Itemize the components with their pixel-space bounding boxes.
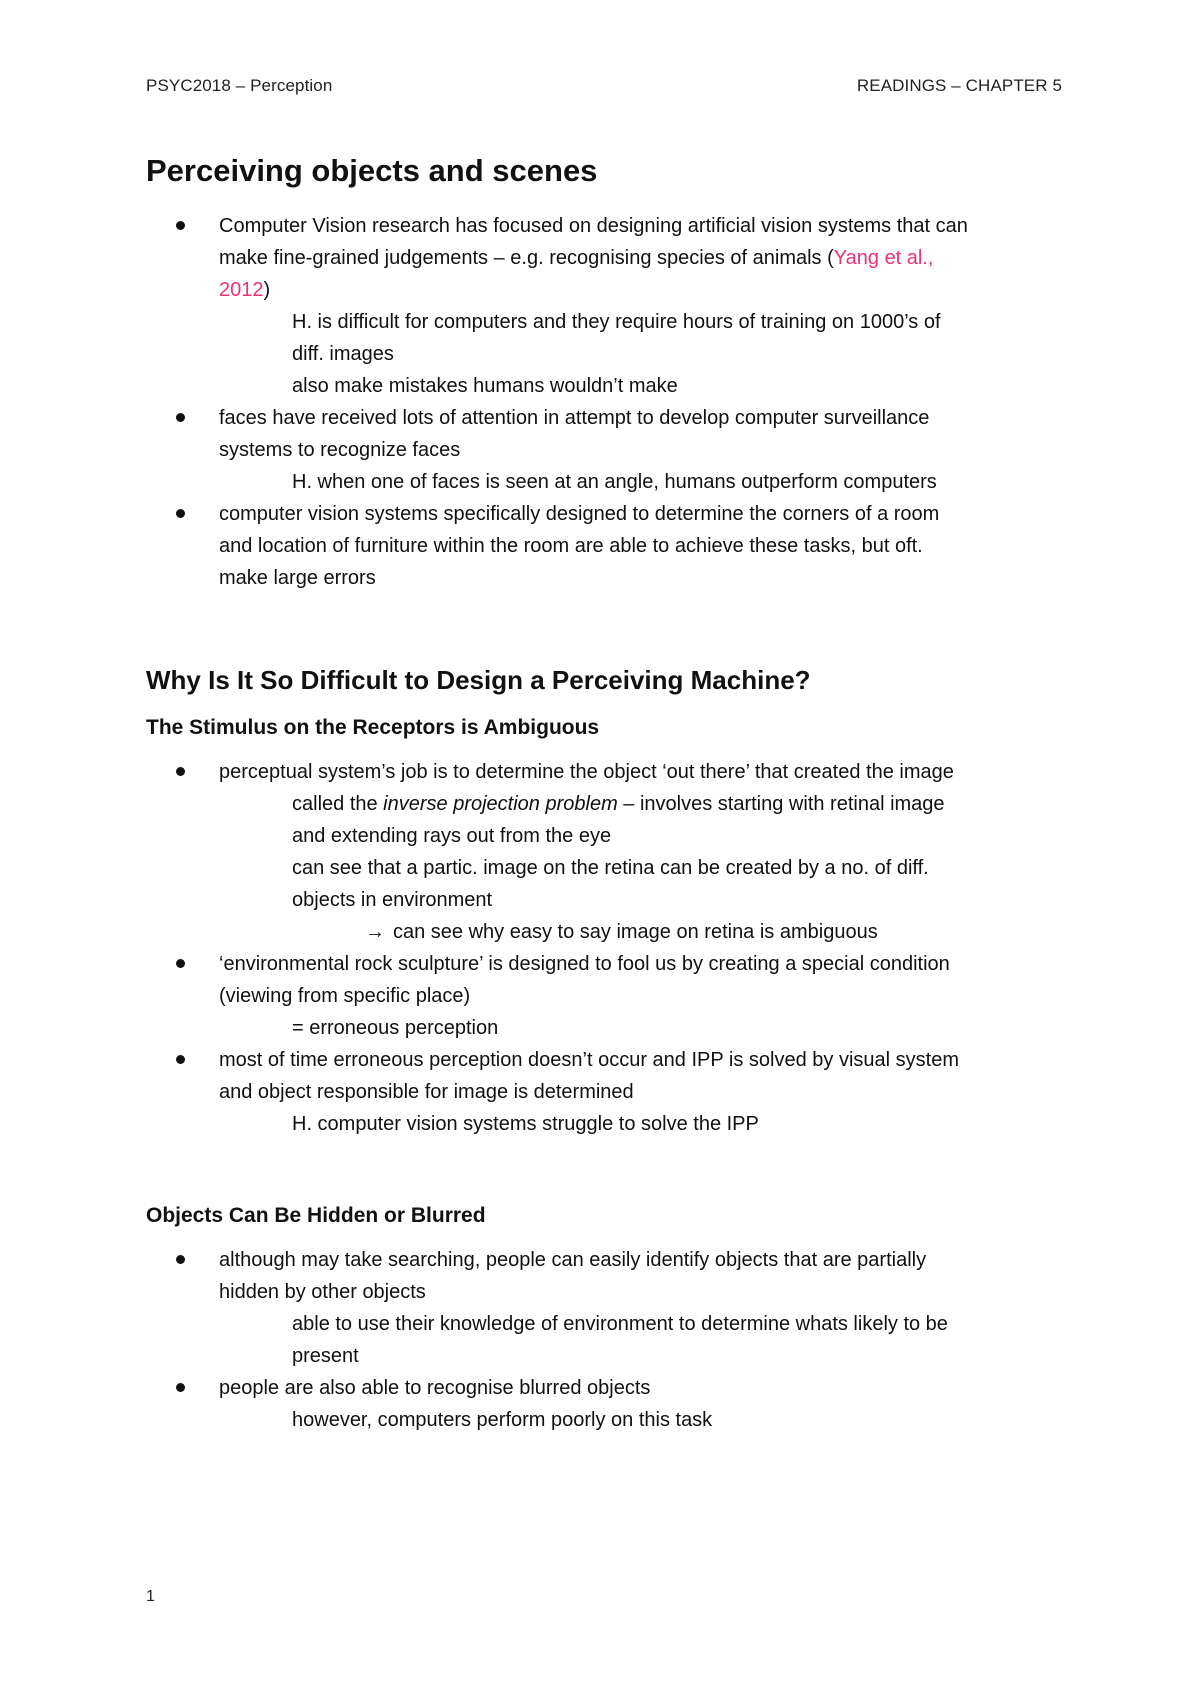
document-body [146, 146, 1066, 1436]
bullet-icon [176, 767, 185, 776]
bullet-icon [176, 959, 185, 968]
bullet-list [146, 1244, 1066, 1436]
sub-line: diff. images [292, 343, 394, 365]
spacer [146, 594, 1066, 658]
arrow-right-icon: → [365, 921, 385, 943]
citation-year[interactable]: 2012 [219, 279, 264, 301]
list-item [146, 948, 1066, 1044]
bullet-icon [176, 413, 185, 422]
sub-line: and extending rays out from the eye [292, 825, 612, 847]
text-line: although may take searching, people can easily identify objects that are partially [219, 1249, 927, 1271]
text-line: computer vision systems specifically designed to determine the corners of a room [219, 503, 940, 525]
bullet-icon [176, 1055, 185, 1064]
text-span: – involves starting with retinal image [617, 793, 945, 815]
text-line: most of time erroneous perception doesn’t occur and IPP is solved by visual system [219, 1049, 959, 1071]
header-course: PSYC2018 – Perception [146, 76, 333, 95]
bullet-list [146, 756, 1066, 1140]
section-title-perceiving: Perceiving objects and scenes [146, 153, 598, 188]
text-line: ‘environmental rock sculpture’ is designed to fool us by creating a special condition [219, 953, 950, 975]
citation-link[interactable]: Yang et al., [833, 247, 934, 269]
sub-line: able to use their knowledge of environment to determine whats likely to be [292, 1313, 948, 1335]
sub-line: H. when one of faces is seen at an angle, humans outperform computers [292, 471, 937, 493]
bullet-icon [176, 1383, 185, 1392]
subsection-title-hidden: Objects Can Be Hidden or Blurred [146, 1204, 486, 1227]
sub-line: = erroneous perception [292, 1017, 499, 1039]
sub-line: H. computer vision systems struggle to solve the IPP [292, 1113, 759, 1135]
bullet-icon [176, 509, 185, 518]
text-span: called the [292, 793, 384, 815]
list-item [146, 1372, 1066, 1436]
list-item [146, 210, 1066, 402]
bullet-icon [176, 221, 185, 230]
text-line: people are also able to recognise blurred objects [219, 1377, 651, 1399]
page-number: 1 [146, 1588, 155, 1605]
text-line: systems to recognize faces [219, 439, 461, 461]
sub-line: present [292, 1345, 359, 1367]
text-span: make fine-grained judgements – e.g. recognising species of animals ( [219, 247, 834, 269]
text-line: and object responsible for image is determined [219, 1081, 634, 1103]
list-item [146, 1044, 1066, 1140]
sub-sub-line [219, 916, 1066, 948]
bullet-icon [176, 1255, 185, 1264]
sub-line: H. is difficult for computers and they require hours of training on 1000’s of [292, 311, 941, 333]
text-line: hidden by other objects [219, 1281, 426, 1303]
bullet-list [146, 210, 1066, 594]
sub-line: however, computers perform poorly on this task [292, 1409, 713, 1431]
section-title-why-difficult: Why Is It So Difficult to Design a Perceiving Machine? [146, 665, 811, 695]
text-line: faces have received lots of attention in attempt to develop computer surveillance [219, 407, 930, 429]
text-line: (viewing from specific place) [219, 985, 471, 1007]
text-line: make large errors [219, 567, 376, 589]
spacer [146, 1140, 1066, 1198]
text-line: perceptual system’s job is to determine the object ‘out there’ that created the image [219, 761, 954, 783]
text-span: can see why easy to say image on retina is ambiguous [393, 921, 878, 943]
sub-line: also make mistakes humans wouldn’t make [292, 375, 678, 397]
term-italic: inverse projection problem [383, 793, 618, 815]
sub-line: can see that a partic. image on the retina can be created by a no. of diff. [292, 857, 929, 879]
subsection-title-stimulus: The Stimulus on the Receptors is Ambiguous [146, 716, 600, 739]
list-item [146, 498, 1066, 594]
sub-line [219, 788, 1066, 820]
sub-line: objects in environment [292, 889, 493, 911]
list-item [146, 1244, 1066, 1372]
header-chapter: READINGS – CHAPTER 5 [856, 76, 1062, 95]
text-line: Computer Vision research has focused on designing artificial vision systems that can [219, 215, 968, 237]
list-item [146, 756, 1066, 948]
text-line: and location of furniture within the room are able to achieve these tasks, but oft. [219, 535, 923, 557]
text-line [219, 242, 1066, 274]
text-line [219, 274, 1066, 306]
text-span: ) [263, 279, 271, 301]
list-item [146, 402, 1066, 498]
